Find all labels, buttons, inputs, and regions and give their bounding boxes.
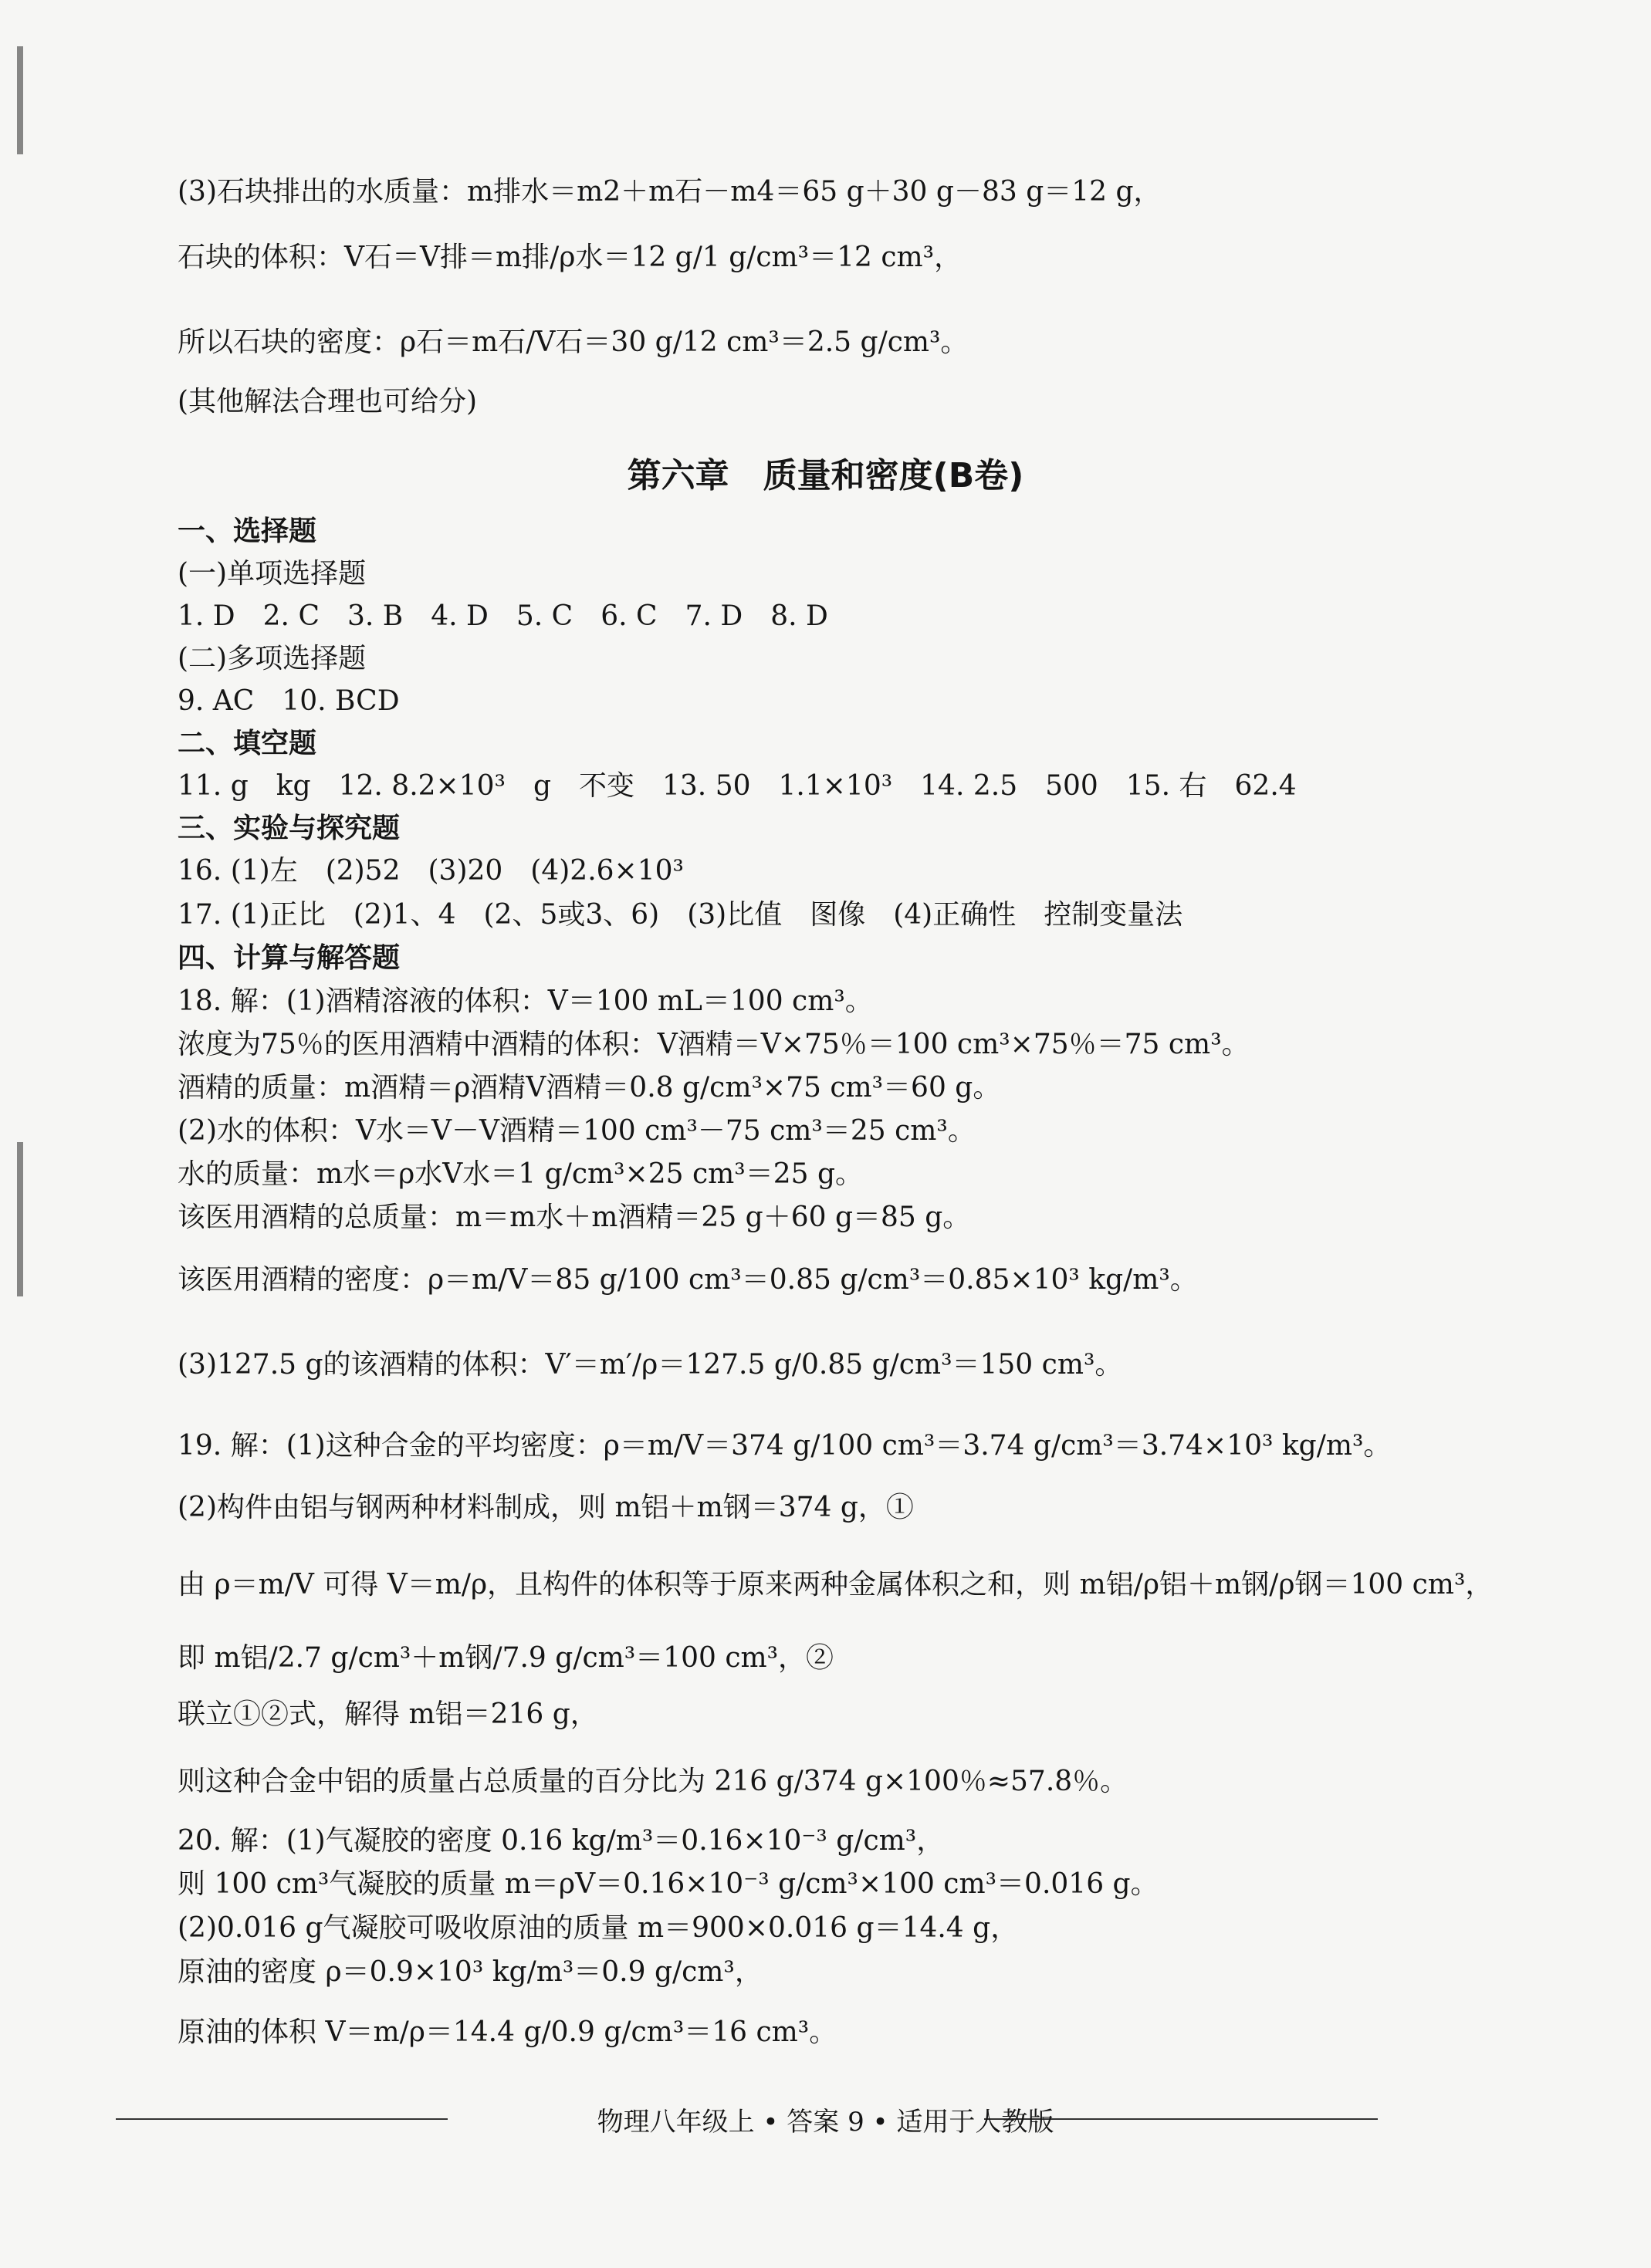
section-heading: 三、实验与探究题 — [178, 813, 401, 844]
text-line: 19. 解：(1)这种合金的平均密度：ρ＝m/V＝374 g/100 cm³＝3.74 g/cm³＝3.74×10³ kg/m³。 — [178, 1430, 1392, 1462]
text-line: 原油的密度 ρ＝0.9×10³ kg/m³＝0.9 g/cm³， — [178, 1956, 763, 1988]
page-footer: 物理八年级上 • 答案 9 • 适用于人教版 — [597, 2107, 1054, 2138]
text-line: (二)多项选择题 — [178, 643, 367, 674]
text-line: 1. D 2. C 3. B 4. D 5. C 6. C 7. D 8. D — [178, 600, 828, 632]
text-line: 由 ρ＝m/V 可得 V＝m/ρ，且构件的体积等于原来两种金属体积之和，则 m铝/ρ铝＋m钢/ρ钢＝100 cm³， — [178, 1569, 1494, 1600]
text-line: (2)0.016 g气凝胶可吸收原油的质量 m＝900×0.016 g＝14.4 g， — [178, 1912, 1019, 1944]
section-heading: 四、计算与解答题 — [178, 942, 401, 974]
text-line: 该医用酒精的密度：ρ＝m/V＝85 g/100 cm³＝0.85 g/cm³＝0.85×10³ kg/m³。 — [178, 1264, 1198, 1296]
text-line: 水的质量：m水＝ρ水V水＝1 g/cm³×25 cm³＝25 g。 — [178, 1158, 863, 1190]
text-line: (2)水的体积：V水＝V－V酒精＝100 cm³－75 cm³＝25 cm³。 — [178, 1115, 976, 1147]
text-line: (3)石块排出的水质量：m排水＝m2＋m石－m4＝65 g＋30 g－83 g＝12 g， — [178, 176, 1162, 208]
text-line: 20. 解：(1)气凝胶的密度 0.16 kg/m³＝0.16×10⁻³ g/cm³， — [178, 1825, 945, 1857]
text-line: 则这种合金中铝的质量占总质量的百分比为 216 g/374 g×100％≈57.8％。 — [178, 1766, 1128, 1797]
scan-edge-mark — [17, 46, 23, 154]
text-line: 16. (1)左 (2)52 (3)20 (4)2.6×10³ — [178, 855, 684, 887]
text-line: 18. 解：(1)酒精溶液的体积：V＝100 mL＝100 cm³。 — [178, 985, 873, 1017]
text-line: 石块的体积：V石＝V排＝m排/ρ水＝12 g/1 g/cm³＝12 cm³， — [178, 242, 963, 273]
text-line: (一)单项选择题 — [178, 558, 367, 590]
section-heading: 一、选择题 — [178, 515, 317, 547]
text-line: (其他解法合理也可给分) — [178, 386, 478, 417]
chapter-title: 第六章 质量和密度(B卷) — [627, 456, 1024, 495]
text-line: 酒精的质量：m酒精＝ρ酒精V酒精＝0.8 g/cm³×75 cm³＝60 g。 — [178, 1072, 1001, 1104]
text-line: 浓度为75％的医用酒精中酒精的体积：V酒精＝V×75％＝100 cm³×75％＝75 cm³。 — [178, 1029, 1250, 1060]
text-line: 11. g kg 12. 8.2×10³ g 不变 13. 50 1.1×10³ 14. 2.5 500 15. 右 62.4 — [178, 770, 1297, 802]
text-line: 即 m铝/2.7 g/cm³＋m钢/7.9 g/cm³＝100 cm³，② — [178, 1642, 834, 1674]
text-line: 该医用酒精的总质量：m＝m水＋m酒精＝25 g＋60 g＝85 g。 — [178, 1202, 971, 1233]
text-line: 原油的体积 V＝m/ρ＝14.4 g/0.9 g/cm³＝16 cm³。 — [178, 2016, 837, 2048]
text-line: 17. (1)正比 (2)1、4 (2、5或3、6) (3)比值 图像 (4)正确性 控制变量法 — [178, 899, 1183, 931]
text-line: 所以石块的密度：ρ石＝m石/V石＝30 g/12 cm³＝2.5 g/cm³。 — [178, 326, 969, 358]
text-line: 9. AC 10. BCD — [178, 685, 400, 717]
text-line: 则 100 cm³气凝胶的质量 m＝ρV＝0.16×10⁻³ g/cm³×100 cm³＝0.016 g。 — [178, 1868, 1159, 1900]
text-line: 联立①②式，解得 m铝＝216 g， — [178, 1698, 598, 1730]
text-line: (3)127.5 g的该酒精的体积：V′＝m′/ρ＝127.5 g/0.85 g/cm³＝150 cm³。 — [178, 1349, 1123, 1381]
text-line: (2)构件由铝与钢两种材料制成，则 m铝＋m钢＝374 g，① — [178, 1492, 914, 1523]
section-heading: 二、填空题 — [178, 728, 317, 759]
scan-edge-mark — [17, 1142, 23, 1296]
